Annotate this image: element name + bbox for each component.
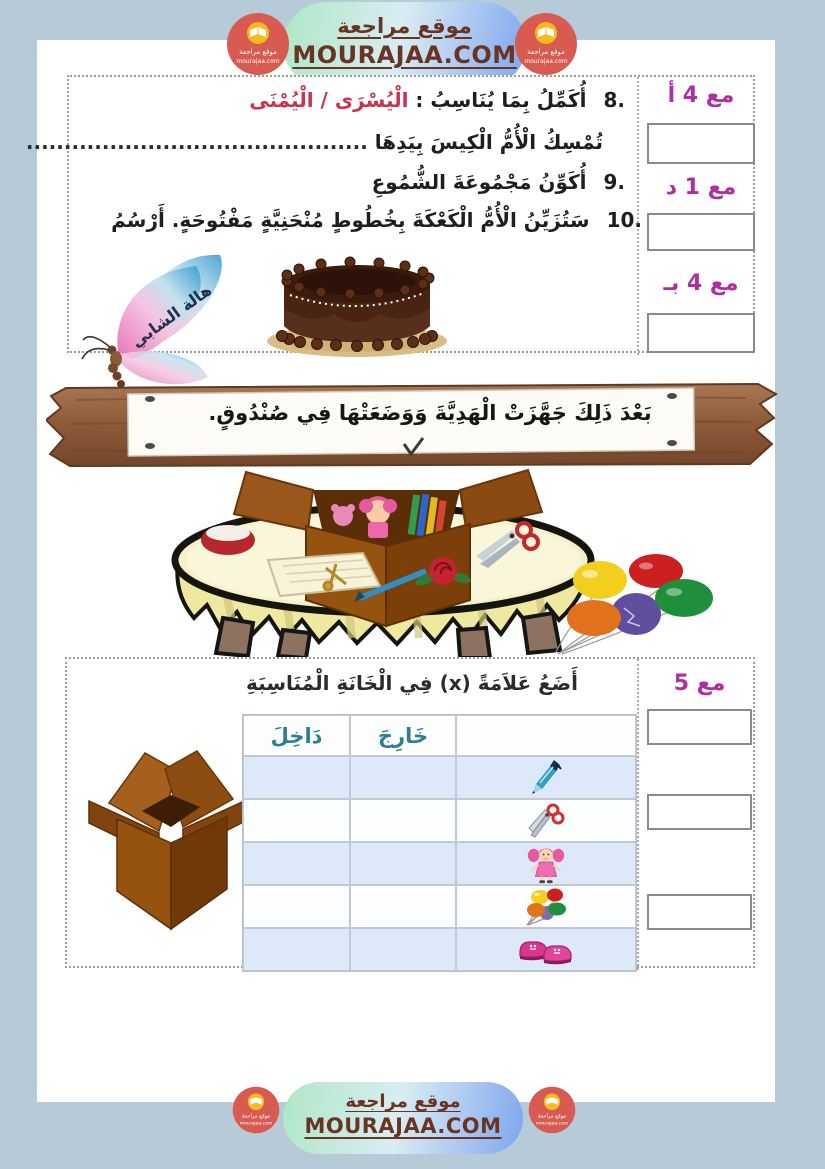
table-row-scissors: [243, 799, 636, 842]
question-10: 10. سَتُزَيِّنُ الْأُمُّ الْكَعْكَةَ بِخُطُوطٍ مُنْحَنِيَّةٍ مَفْتُوحَةٍ. أَرْسُمُ: [111, 208, 642, 232]
answer-cell-inside[interactable]: [243, 842, 350, 885]
gift-table-scene: [128, 468, 732, 658]
activity-title: أَضَعُ عَلاَمَةً (x) فِي الْخَانَةِ الْمُنَاسِبَةِ: [246, 671, 578, 695]
mourajaa-logo-icon: [226, 12, 290, 76]
score-mark-label: مع 5: [673, 671, 726, 696]
footer-site-domain: MOURAJAA.COM: [304, 1114, 502, 1138]
footer-site-name-ar: موقع مراجعة: [345, 1091, 461, 1112]
answer-cell-outside[interactable]: [350, 799, 456, 842]
mourajaa-logo-icon: [232, 1086, 280, 1134]
score-entry-box[interactable]: [647, 709, 752, 745]
balloons-bunch-icon: [556, 554, 713, 654]
sorting-table: [242, 714, 637, 972]
question-8: 8. أُكَمِّلُ بِمَا يُنَاسِبُ : الْيُسْرَى / الْيُمْنَى: [249, 88, 625, 112]
score-mark-label: مع 4 بـ: [663, 271, 739, 296]
svg-text:موقع مراجعة: موقع مراجعة: [527, 48, 565, 56]
question-9-number: 9.: [603, 170, 625, 194]
question-8-number: 8.: [603, 88, 625, 112]
pen-icon: [526, 758, 566, 798]
activity-box: [65, 657, 755, 968]
header-site-domain: MOURAJAA.COM: [292, 41, 517, 69]
svg-text:موقع مراجعة: موقع مراجعة: [241, 1113, 271, 1120]
header-inside: دَاخِلَ: [243, 715, 350, 756]
table-row-doll: [243, 842, 636, 885]
svg-text:موقع مراجعة: موقع مراجعة: [537, 1113, 567, 1120]
svg-text:mourajaa.com: mourajaa.com: [524, 58, 568, 65]
banner-sentence: بَعْدَ ذَلِكَ جَهَّزَتْ الْهَدِيَّةَ وَوَضَعَتْهَا فِي صُنْدُوقٍ.: [208, 401, 652, 425]
header-outside: خَارِجَ: [350, 715, 456, 756]
butterfly-watermark-icon: [76, 246, 250, 394]
svg-text:mourajaa.com: mourajaa.com: [236, 58, 280, 65]
shoes-icon: [517, 934, 575, 966]
chocolate-cake-icon: [264, 248, 449, 360]
balloons-icon: [523, 887, 569, 927]
question-8-sentence: تُمْسِكُ الْأُمُّ الْكِيسَ بِيَدِهَا .............................................: [25, 130, 603, 154]
svg-text:mourajaa.com: mourajaa.com: [239, 1121, 273, 1127]
question-9: 9. أُكَوِّنُ مَجْمُوعَةَ الشُّمُوعِ: [371, 170, 625, 194]
question-10-number: 10.: [606, 208, 642, 232]
score-entry-box[interactable]: [647, 894, 752, 930]
answer-cell-inside[interactable]: [243, 799, 350, 842]
table-header-row: [243, 715, 636, 756]
answer-dotted-line[interactable]: .............................................: [25, 130, 368, 154]
doll-icon: [525, 843, 567, 885]
score-entry-box[interactable]: [647, 123, 755, 164]
mourajaa-logo-icon: [514, 12, 578, 76]
open-cardboard-box-icon: [87, 739, 255, 949]
header-site-name-ar: موقع مراجعة: [337, 14, 472, 38]
answer-cell-inside[interactable]: [243, 928, 350, 971]
header-item-column: [456, 715, 636, 756]
answer-cell-outside[interactable]: [350, 756, 456, 799]
answer-cell-outside[interactable]: [350, 928, 456, 971]
answer-cell-outside[interactable]: [350, 842, 456, 885]
answer-cell-inside[interactable]: [243, 756, 350, 799]
score-entry-box[interactable]: [647, 794, 752, 830]
score-entry-box[interactable]: [647, 213, 755, 251]
score-entry-box[interactable]: [647, 313, 755, 353]
answer-cell-inside[interactable]: [243, 885, 350, 928]
svg-text:موقع مراجعة: موقع مراجعة: [239, 48, 277, 56]
score-mark-label: مع 1 د: [665, 175, 737, 200]
question-8-options: الْيُسْرَى / الْيُمْنَى: [249, 88, 409, 112]
wooden-banner: [46, 382, 778, 468]
mourajaa-logo-icon: [528, 1086, 576, 1134]
scissors-icon: [526, 801, 566, 841]
table-row-pen: [243, 756, 636, 799]
svg-text:mourajaa.com: mourajaa.com: [535, 1121, 569, 1127]
score-mark-label: مع 4 أ: [667, 83, 735, 108]
table-row-shoes: [243, 928, 636, 971]
table-row-balloons: [243, 885, 636, 928]
answer-cell-outside[interactable]: [350, 885, 456, 928]
footer-brand-pill: [283, 1082, 523, 1154]
signature-watermark: هالة الشابي: [127, 280, 216, 352]
score-column-divider: [637, 659, 639, 970]
